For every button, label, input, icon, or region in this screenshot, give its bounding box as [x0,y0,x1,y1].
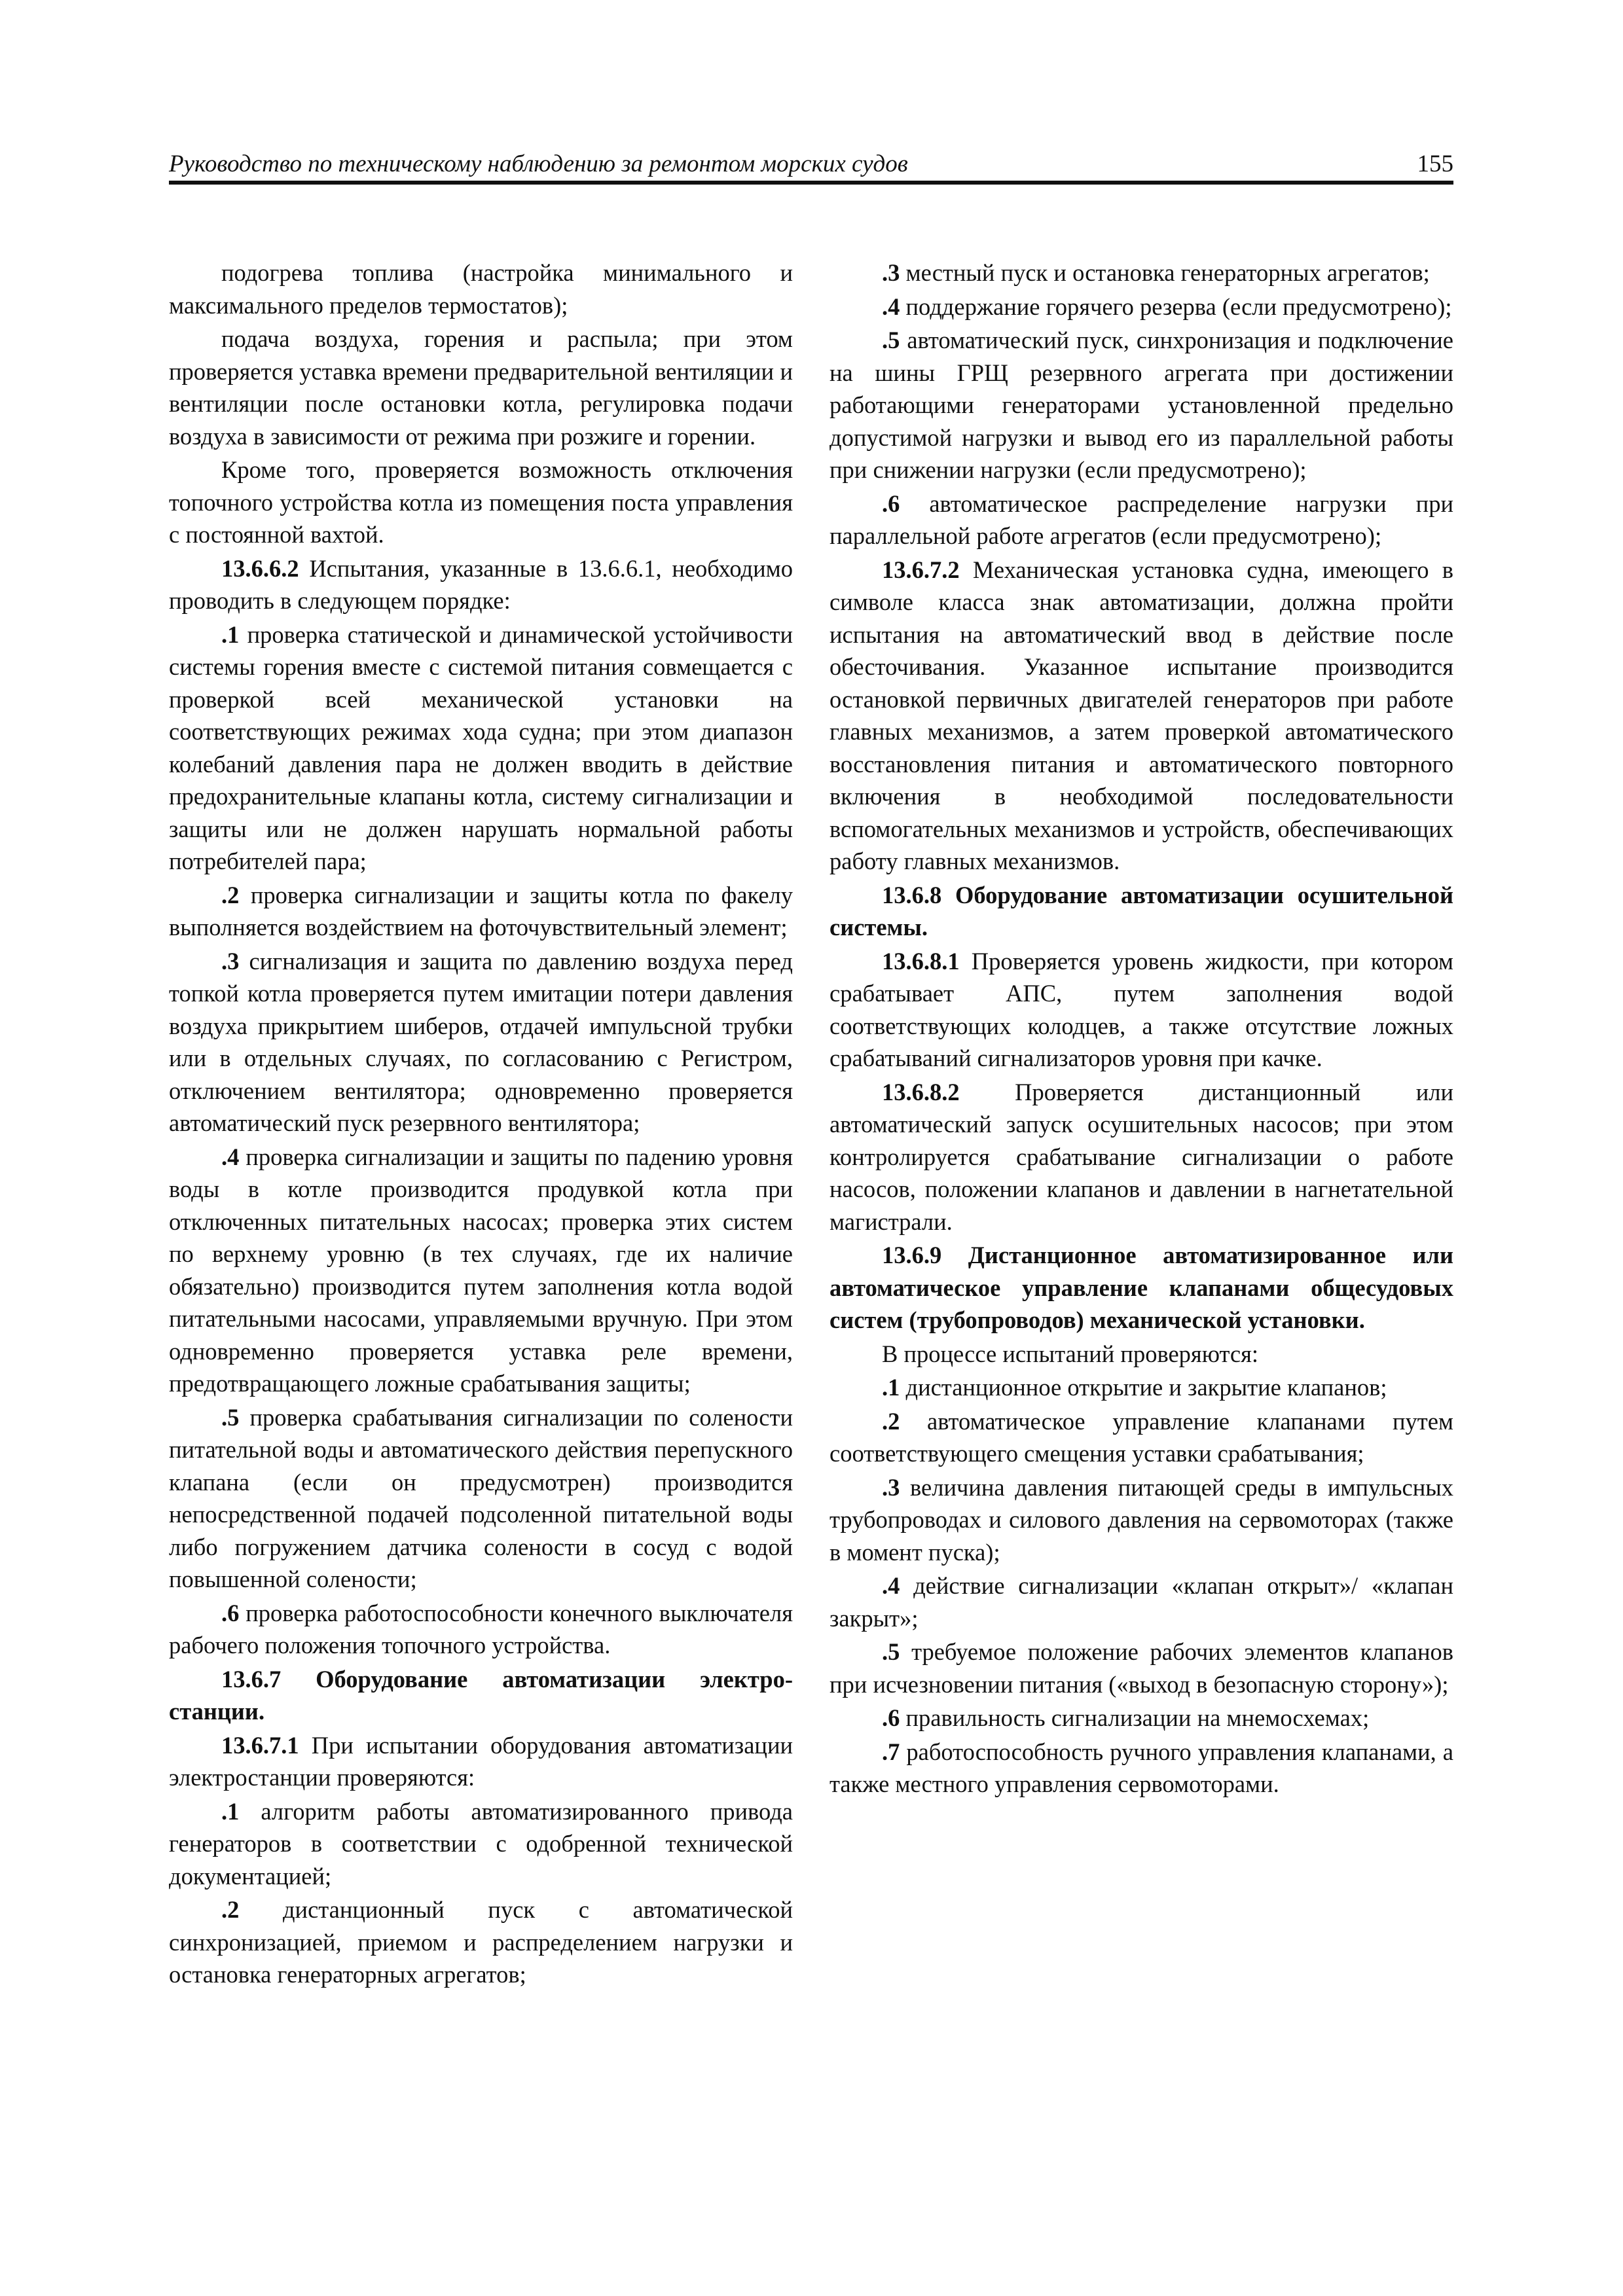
paragraph-number: .3 [882,259,900,286]
paragraph-text: местный пуск и остановка генераторных агрегатов; [905,259,1430,286]
paragraph-text: Проверяется дистанционный или автоматический запуск осушительных насосов; при этом контролируется срабатывание сигнализации о работе насосов, положении клапанов и давлении в нагнетательной магистрали. [830,1078,1454,1235]
paragraph-text: поддержание горячего резерва (если предусмотрено); [905,293,1452,320]
numbered-paragraph [169,1141,793,1400]
paragraph-number: 13.6.7.1 [221,1731,299,1759]
numbered-paragraph [169,1597,793,1662]
paragraph-number: .5 [882,327,900,353]
paragraph-number: 13.6.7.2 [882,556,960,583]
numbered-paragraph [169,1729,793,1794]
paragraph-text: дистанционный пуск с автоматической синхронизацией, приемом и распределением нагрузки и остановка генераторных агрегатов; [169,1896,793,1988]
numbered-paragraph [830,257,1453,289]
paragraph-text: Испытания, указанные в 13.6.6.1, необходимо проводить в следующем порядке: [169,554,793,614]
numbered-paragraph [169,1795,793,1893]
paragraph-text: алгоритм работы автоматизированного привода генераторов в соответствии с одобренной технической документацией; [169,1797,793,1890]
paragraph-text: действие сигнализации «клапан открыт»/ «клапан закрыт»; [830,1572,1454,1632]
page-header [169,143,1453,185]
paragraph-text: сигнализация и защита по давлению воздуха перед топкой котла проверяется путем имитации потери давления воздуха прикрытием шиберов, отдачей импульсной трубки или в отдельных случаях, по согласованию с Регистром, отключением вентилятора; одновременно проверяется автоматический пуск резервного вентилятора; [169,947,793,1136]
right-column [830,257,1453,1802]
numbered-paragraph [830,1371,1453,1404]
paragraph-text: автоматическое распределение нагрузки при параллельной работе агрегатов (если предусмотрено); [830,490,1454,549]
paragraph-number: .4 [882,1572,900,1599]
numbered-paragraph [169,1401,793,1596]
paragraph-number: 13.6.8.2 [882,1078,960,1105]
section-heading: 13.6.9 Дистанционное автоматизированное или автоматическое управление клапанами общесудовых систем (трубопроводов) механической установки. [830,1242,1453,1333]
numbered-paragraph [830,1405,1453,1470]
paragraph-number: .2 [882,1407,900,1435]
paragraph-number: .4 [221,1143,240,1170]
paragraph-text: автоматический пуск, синхронизация и подключение на шины ГРЩ резервного агрегата при достижении работающими генераторами установленной предельно допустимой нагрузки и вывод его из параллельной работы при снижении нагрузки (если предусмотрено); [830,327,1453,483]
paragraph-text: автоматическое управление клапанами путем соответствующего смещения уставки срабатывания; [830,1407,1454,1467]
numbered-paragraph [830,488,1453,552]
paragraph-number: .5 [882,1638,900,1665]
page-number: 155 [1417,151,1453,177]
paragraph-number: .6 [221,1599,240,1626]
paragraph-text: Проверяется уровень жидкости, при котором срабатывает АПС, путем заполнения водой соответствующих колодцев, а также отсутствие ложных срабатываний сигнализаторов уровня при качке. [830,947,1453,1071]
numbered-paragraph [169,619,793,878]
numbered-paragraph [169,945,793,1139]
paragraph-text: проверка срабатывания сигнализации по солености питательной воды и автоматического действия перепускного клапана (если он предусмотрен) производится непосредственной подачей подсоленной питательной воды либо погружением датчика солености в сосуд с водой повышенной солености; [169,1403,793,1592]
paragraph-number: .1 [221,1797,240,1825]
paragraph-text: При испытании оборудования автоматизации электростанции проверяются: [169,1731,793,1791]
paragraph-number: 13.6.8.1 [882,947,960,975]
numbered-paragraph [830,554,1453,878]
paragraph-text: проверка работоспособности конечного выключателя рабочего положения топочного устройства. [169,1599,793,1659]
numbered-paragraph [830,324,1453,486]
paragraph-number: .3 [221,947,240,975]
paragraph-text: дистанционное открытие и закрытие клапанов; [905,1374,1387,1401]
numbered-paragraph [830,1570,1453,1634]
paragraph-number: .6 [882,1704,900,1731]
paragraph: Кроме того, проверяется возможность отключения топочного устройства котла из помещения поста управления с постоянной вахтой. [169,456,793,548]
numbered-paragraph [830,1471,1453,1569]
paragraph-number: .1 [882,1374,900,1401]
numbered-paragraph [830,945,1453,1075]
numbered-paragraph [830,1636,1453,1700]
paragraph-text: величина давления питающей среды в импульсных трубопроводах и силового давления на сервомоторах (также в момент пуска); [830,1473,1453,1566]
paragraph-number: .5 [221,1403,240,1431]
paragraph: подогрева топлива (настройка минимального и максимального пределов термостатов); [169,259,793,319]
numbered-paragraph [169,879,793,944]
section-heading: 13.6.8 Оборудование автоматизации осушительной системы. [830,881,1453,941]
paragraph-number: .3 [882,1473,900,1501]
numbered-paragraph [169,552,793,617]
paragraph: подача воздуха, горения и распыла; при этом проверяется уставка времени предварительной вентиляции и вентиляции после остановки котла, регулировка подачи воздуха в зависимости от режима при розжиге и горении. [169,325,793,450]
running-title: Руководство по техническому наблюдению за ремонтом морских судов [169,151,908,177]
section-heading: 13.6.7 Оборудование автоматизации электростанции. [169,1665,793,1725]
numbered-paragraph [830,1076,1453,1238]
paragraph-number: .1 [221,620,240,648]
numbered-paragraph [830,291,1453,323]
paragraph-text: проверка сигнализации и защиты по падению уровня воды в котле производится продувкой котла при отключенных питательных насосах; проверка этих систем по верхнему уровню (в тех случаях, где их наличие обязательно) производится путем заполнения котла водой питательными насосами, управляемыми вручную. При этом одновременно проверяется уставка реле времени, предотвращающего ложные срабатывания защиты; [169,1143,793,1397]
left-column [169,257,793,1992]
paragraph-number: .4 [882,293,900,320]
paragraph-text: проверка сигнализации и защиты котла по факелу выполняется воздействием на фоточувствительный элемент; [169,881,793,941]
paragraph-text: требуемое положение рабочих элементов клапанов при исчезновении питания («выход в безопасную сторону»); [830,1638,1453,1698]
numbered-paragraph [830,1736,1453,1801]
numbered-paragraph [169,1893,793,1991]
paragraph-number: .2 [221,881,240,908]
paragraph-number: .2 [221,1896,240,1923]
paragraph-number: 13.6.6.2 [221,554,299,582]
numbered-paragraph [830,1702,1453,1734]
paragraph-text: проверка статической и динамической устойчивости системы горения вместе с системой питания совмещается с проверкой всей механической установки на соответствующих режимах хода судна; при этом диапазон колебаний давления пара не должен вводить в действие предохранительные клапаны котла, систему сигнализации и защиты или не должен нарушать нормальной работы потребителей пара; [169,620,793,874]
paragraph-text: Механическая установка судна, имеющего в символе класса знак автоматизации, должна пройти испытания на автоматический ввод в действие после обесточивания. Указанное испытание производится остановкой первичных двигателей генераторов при работе главных механизмов, а затем проверкой автоматического восстановления питания и автоматического повторного включения в необходимой последовательности вспомогательных механизмов и устройств, обеспечивающих работу главных механизмов. [830,556,1454,874]
paragraph-text: правильность сигнализации на мнемосхемах; [905,1704,1370,1731]
paragraph-number: .6 [882,490,900,517]
paragraph-number: .7 [882,1738,900,1765]
paragraph-text: работоспособность ручного управления клапанами, а также местного управления сервомоторами. [830,1738,1454,1797]
paragraph: В процессе испытаний проверяются: [882,1340,1259,1367]
